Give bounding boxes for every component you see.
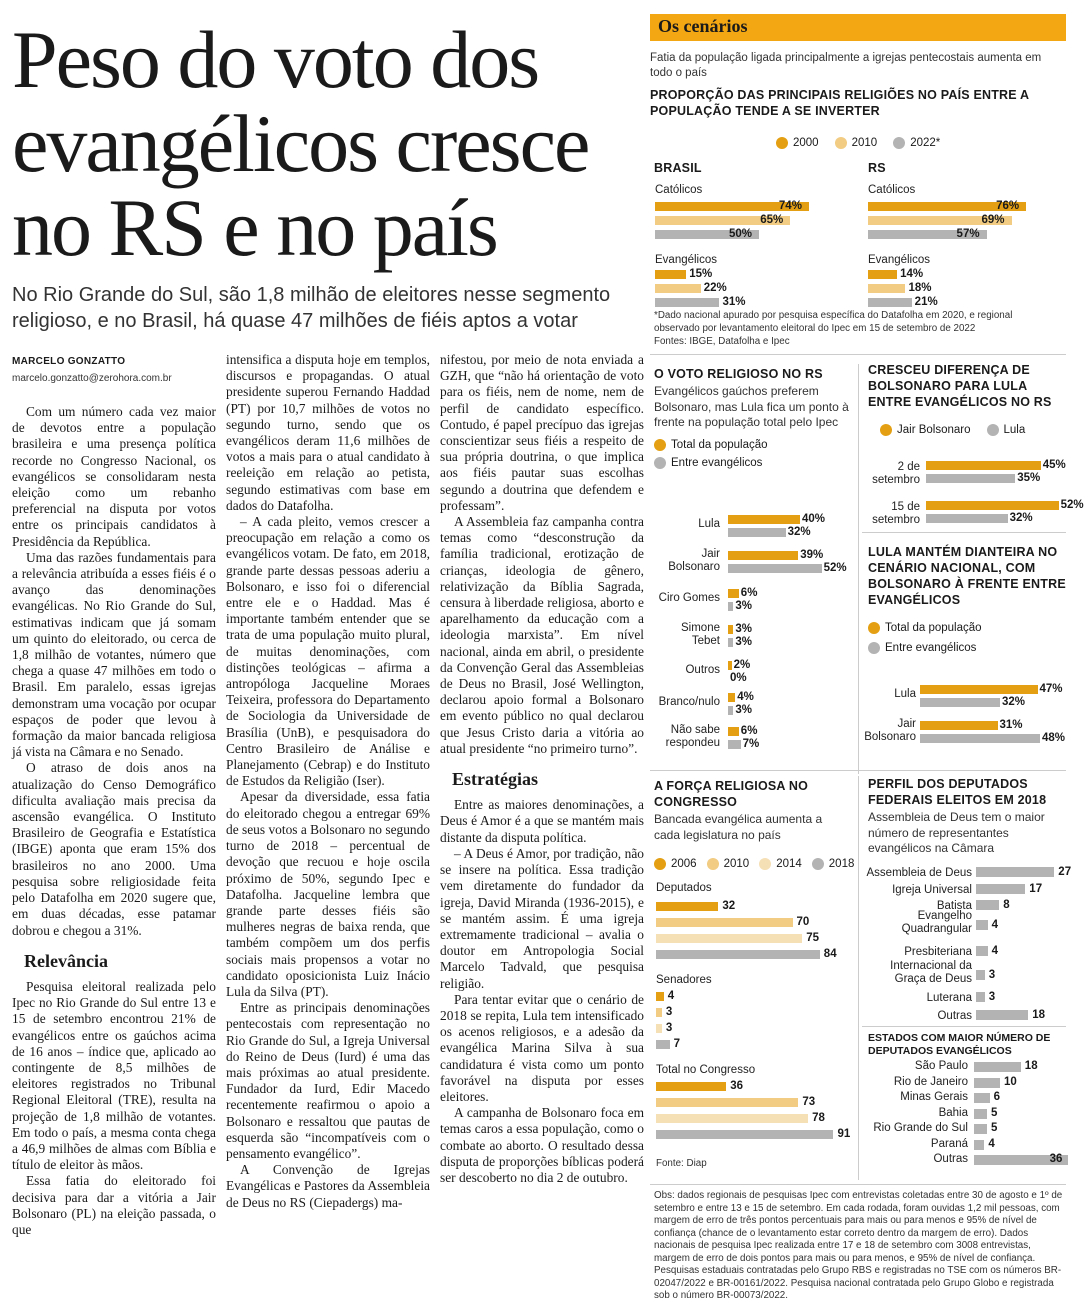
nacional-legend: [868, 622, 1068, 654]
candidate-label: Lula: [894, 688, 916, 700]
infographic-intro: Fatia da população ligada principalmente a igrejas pentecostais aumenta em todo o país: [650, 52, 1042, 79]
bar-total: [920, 685, 1038, 694]
estado-bar: [974, 1109, 987, 1119]
infographic: [650, 14, 1066, 119]
category-label: Evangélicos: [868, 254, 931, 266]
bar-value: 78: [812, 1112, 825, 1124]
paragraph: A campanha de Bolsonaro foca em temas caros a essa população, como o combate ao aborto. O resultado dessa disputa de proporções bíblicas poderá ser descoberto no dia 2 de outubro.: [440, 1105, 644, 1185]
divider: [650, 354, 1066, 355]
subheadline: No Rio Grande do Sul, são 1,8 milhão de eleitores nesse segmento religioso, e no Brasil, há quase 47 milhões de fiéis aptos a votar: [12, 284, 611, 332]
state-label: Bahia: [938, 1106, 968, 1119]
bar-value: 84: [823, 948, 837, 960]
bar-bolsonaro: [926, 461, 1041, 470]
legend-total: [654, 439, 854, 451]
divider: [858, 364, 859, 774]
estado-bar: [974, 1140, 984, 1150]
bar-value: 48%: [1042, 732, 1066, 744]
candidate-label: Simone Tebet: [681, 622, 720, 647]
bar-value: 65%: [760, 214, 784, 226]
voto-title: O VOTO RELIGIOSO NO RS: [654, 367, 823, 381]
bar-value: 4: [667, 990, 675, 1002]
religion-bar: [868, 298, 912, 307]
section-heading: Relevância: [24, 950, 108, 971]
divider: [650, 770, 1066, 771]
date-label: 2 de setembro: [872, 461, 920, 486]
legend-evangelicos: [868, 642, 1068, 654]
forca-chart: [650, 880, 860, 1160]
bar-value: 18: [1024, 1060, 1038, 1072]
congress-bar: [656, 1130, 833, 1139]
bar-value: 47%: [1039, 683, 1063, 695]
nacional-chart: [862, 678, 1070, 758]
candidate-label: Ciro Gomes: [658, 592, 720, 604]
legend-2022: [893, 137, 940, 149]
date-label: 15 de setembro: [872, 501, 920, 526]
category-label: Evangélicos: [655, 254, 718, 266]
paragraph: – A cada pleito, vemos crescer a preocupação em relação a como os evangélicos votam. De fato, em 2018, grande parte dessas pessoas aderiu a Bolsonaro, e isso foi o diferencial entre ele e o Haddad. Mas é importante também entender que se trata de uma população muito plural, de muitas denominações, com distinções teológicas – afirma a antropóloga Jacqueline Moraes Teixeira, professora do Departamento de Sociologia da Universidade de Brasília (UnB), e pesquisadora do Centro Brasileiro de Análise e Planejamento (Cebrap) e do Instituto de Estudos da Religião (Iser).: [226, 514, 430, 789]
bar-value: 5: [991, 1106, 998, 1119]
candidate-label: Outros: [685, 664, 720, 676]
legend-dot-icon: [868, 642, 880, 654]
perfil-chart: [862, 864, 1072, 1028]
bar-value: 4: [988, 1137, 995, 1150]
legend-dot-icon: [759, 858, 771, 870]
legend-total: [868, 622, 1068, 634]
legend-label: 2010: [851, 137, 878, 149]
voto-legend: [654, 439, 854, 469]
bar-value: 6%: [740, 587, 758, 599]
bar-value: 50%: [729, 228, 753, 240]
infographic-banner: [650, 14, 1066, 41]
divider: [858, 776, 859, 1180]
bar-value: 36: [730, 1080, 743, 1092]
religions-source: Fontes: IBGE, Datafolha e Ipec: [654, 336, 790, 347]
paragraph: Para tentar evitar que o cenário de 2018 se repita, Lula tem intensificado os acenos religiosos, e a adesão da evangélica Marina Silva à sua candidatura é vista como um ponto favorável na disputa por esses eleitores.: [440, 991, 644, 1104]
bar-value: 32%: [1002, 696, 1026, 708]
group-label: Deputados: [656, 882, 712, 894]
voto-description: Evangélicos gaúchos preferem Bolsonaro, mas Lula fica um ponto à frente na população total pelo Ipec: [654, 384, 849, 429]
paragraph: Com um número cada vez maior de devotos entre a população brasileira e uma presença política recorde no Congresso Nacional, os evangélicos se consolidaram nesta eleição como um rebanho preferencial na disputa por votos entre os principais candidatos à Presidência da República.: [12, 404, 216, 549]
bar-evangelicos: [920, 698, 1000, 707]
legend-2000: [776, 137, 819, 149]
bar-value: 40%: [802, 513, 826, 525]
religion-bar: [868, 284, 905, 293]
forca-source: Fonte: Diap: [656, 1158, 707, 1169]
author-email[interactable]: marcelo.gonzatto@zerohora.com.br: [12, 373, 172, 384]
paragraph: Entre as principais denominações pentecostais com representação no Rio Grande do Sul, a Igreja Universal do Reino de Deus (Iurd) é uma das mais próximas ao atual presidente. Fundador da Iurd, Edir Macedo recentemente reafirmou o apoio a Bolsonaro e ressaltou que pautas de esquerda são “incompatíveis com o pensamento evangélico”.: [226, 1000, 430, 1161]
legend-label: 2018: [828, 858, 855, 870]
bar-value: 8: [1003, 899, 1010, 911]
bar-value: 36: [1049, 1153, 1063, 1165]
paragraph: A Assembleia faz campanha contra temas como “desconstrução da família tradicional, erotização de crianças, ideologia de gênero, relativização da Bíblia Sagrada, censura à liberdade religiosa, aborto e aparelhamento da educação com a ideologia marxista”. Em nível nacional, ainda em abril, o presidente da Convenção Geral das Assembleias de Deus no Brasil, José Wellington, declarou apoio formal a Bolsonaro em evento público no qual declarou que Jesus Cristo daria a vitória ao atual presidente “no primeiro turno”.: [440, 514, 644, 756]
divider: [862, 1026, 1066, 1027]
bar-value: 69%: [981, 214, 1005, 226]
perfil-bar: [976, 970, 985, 980]
bar-value: 57%: [956, 228, 980, 240]
bar-total: [728, 661, 732, 670]
bar-value: 18%: [908, 282, 932, 294]
forca-title: A FORÇA RELIGIOSA NO CONGRESSO: [654, 779, 808, 809]
paragraph: nifestou, por meio de nota enviada a GZH, que “não há orientação de voto para os fiéis, nem de nome, nem de perfil de candidato específico. Contudo, é papel precípuo das igrejas conscientizar seus fiéis a respeito de sua própria doutrina, o que implica aos fiéis pautar suas escolhas segundo a doutrina que defendem e professam”.: [440, 352, 644, 513]
congress-bar: [656, 1008, 662, 1017]
paragraph: Apesar da diversidade, essa fatia do eleitorado chegou a entregar 69% de seus votos a Bolsonaro no segundo turno de 2018 – percentual de devoção que recuou e hoje oscila próximo de 50%, segundo Ipec e Datafolha. Jacqueline lembra que grande parte desses fiéis são mulheres negras de baixa renda, que também compõem um dos perfis sociais mais propensos a votar no candidato oposicionista Luiz Inácio Lula da Silva (PT).: [226, 789, 430, 999]
diferenca-block: [868, 362, 1068, 410]
denomination-label: Evangelho Quadrangular: [901, 910, 972, 935]
perfil-description: Assembleia de Deus tem o maior número de representantes evangélicos na Câmara: [868, 810, 1045, 855]
divider: [650, 1184, 1066, 1185]
legend-dot-icon: [880, 424, 892, 436]
legend-label: Jair Bolsonaro: [897, 424, 971, 436]
bar-value: 74%: [778, 200, 802, 212]
forca-block: [654, 778, 850, 843]
bar-value: 7: [673, 1038, 681, 1050]
bar-value: 45%: [1042, 459, 1066, 471]
denomination-label: Igreja Universal: [892, 884, 972, 896]
bar-total: [728, 589, 739, 598]
legend-dot-icon: [835, 137, 847, 149]
congress-bar: [656, 1114, 808, 1123]
congress-bar: [656, 1098, 798, 1107]
bar-value: 21%: [914, 296, 938, 308]
bar-value: 4%: [737, 691, 754, 703]
bar-value: 32%: [1009, 512, 1033, 524]
legend-dot-icon: [654, 457, 666, 469]
perfil-bar: [976, 1010, 1028, 1020]
bar-value: 14%: [900, 268, 924, 280]
article-column-2: [226, 352, 430, 1211]
bar-value: 0%: [730, 672, 747, 684]
bar-total: [728, 727, 739, 736]
bar-value: 6%: [740, 725, 758, 737]
congress-bar: [656, 1040, 670, 1049]
category-label: Católicos: [868, 184, 916, 196]
voto-chart: [650, 512, 858, 756]
perfil-title: PERFIL DOS DEPUTADOS FEDERAIS ELEITOS EM 2018: [868, 777, 1047, 807]
paragraph: Essa fatia do eleitorado foi decisiva para dar a vitória a Jair Bolsonaro (PL) na eleição passada, o que: [12, 1173, 216, 1237]
bar-value: 39%: [800, 549, 824, 561]
legend-dot-icon: [654, 439, 666, 451]
group-label: Senadores: [656, 974, 712, 986]
legend-dot-icon: [868, 622, 880, 634]
group-label: Total no Congresso: [656, 1064, 756, 1076]
bar-evangelicos: [728, 564, 822, 573]
bar-value: 2%: [733, 659, 751, 671]
bar-value: 18: [1032, 1009, 1045, 1021]
perfil-block: [868, 776, 1068, 857]
legend-label: 2000: [793, 137, 819, 149]
bar-value: 52%: [823, 562, 847, 574]
legend-dot-icon: [812, 858, 824, 870]
bar-value: 32%: [787, 526, 811, 538]
candidate-label: Jair Bolsonaro: [668, 548, 720, 573]
bar-total: [728, 625, 733, 634]
denomination-label: Batista: [936, 900, 972, 912]
observation-note: Obs: dados regionais de pesquisas Ipec com entrevistas coletadas entre 30 de agosto e 1º de setembro e entre 13 e 15 de setembro. Em cada rodada, foram ouvidas 1,2 mil pessoas, com margem de erro de três pontos percentuais para mais ou para menos e 95% de nível de confiança (chance de o levantamento estar correto dentro da margem de erro). Dados nacionais de pesquisa Ipec realizada entre 17 e 18 de setembro com 3008 entrevistas, margem de erro de dois pontos para mais ou para menos, e 95% de nível de confiança. Pesquisas estaduais contratadas pelo Grupo RBS e registradas no TSE com os números BR-02047/2022 e BR-00161/2022. Pesquisa nacional contratada pelo Grupo Globo e registrada sob o número BR-00073/2022.: [654, 1190, 1063, 1301]
bar-value: 22%: [703, 282, 727, 294]
bar-value: 3: [988, 969, 996, 981]
bar-total: [728, 515, 800, 524]
article-column-3: [440, 352, 644, 1186]
legend-label: Total da população: [671, 438, 768, 451]
state-label: Outras: [933, 1153, 968, 1165]
headline: Peso do voto dos evangélicos cresce no RS e no país: [12, 14, 589, 273]
bar-evangelicos: [728, 740, 741, 749]
perfil-bar: [976, 867, 1054, 877]
bar-value: 4: [991, 919, 998, 931]
legend-dot-icon: [893, 137, 905, 149]
religions-note: *Dado nacional apurado por pesquisa específica do Datafolha em 2020, e regional observado por levantamento eleitoral do Ipec em 15 de setembro de 2022: [654, 310, 1013, 334]
religion-bar: [655, 298, 719, 307]
perfil-bar: [976, 946, 988, 956]
legend-evangelicos: [654, 457, 854, 469]
paragraph: Pesquisa eleitoral realizada pelo Ipec no Rio Grande do Sul entre 13 e 15 de setembro encontrou 21% de evangélicos entre os gaúchos acima de 16 anos – índice que, aplicado ao contingente de 8,5 milhões de eleitores registrados no Tribunal Regional Eleitoral (TRE), resulta na projeção de 1,8 milhão de votantes. Em todo o país, a mesma conta chega a 46,9 milhões de almas com Bíblia e título de eleitor às mãos.: [12, 978, 216, 1173]
bar-value: 10: [1004, 1075, 1017, 1088]
bar-total: [920, 721, 998, 730]
congress-bar: [656, 918, 793, 927]
denomination-label: Presbiteriana: [904, 946, 972, 958]
byline: [12, 356, 222, 384]
paragraph: – A Deus é Amor, por tradição, não se insere na política. Essa tradição vem diretamente do fundador da igreja, David Miranda (1936-2015), e se mantém assim. É uma igreja extremamente tradicional – avalia o doutor em Antropologia Social Marcelo Tadvald, que pesquisa religião.: [440, 845, 644, 991]
bar-value: 91: [837, 1128, 851, 1140]
candidate-label: Lula: [698, 518, 720, 530]
estado-bar: [974, 1093, 990, 1103]
bar-value: 5: [991, 1122, 998, 1134]
legend-label: 2010: [723, 858, 750, 870]
category-label: Católicos: [655, 184, 703, 196]
bar-value: 6: [993, 1091, 1000, 1103]
bar-value: 27: [1058, 866, 1072, 878]
bar-value: 4: [991, 945, 998, 957]
diferenca-legend: [880, 424, 1025, 436]
religion-bar: [868, 270, 897, 279]
bar-total: [728, 551, 798, 560]
estado-bar: [974, 1124, 987, 1134]
divider: [862, 532, 1066, 533]
bar-value: 3: [665, 1006, 673, 1018]
religion-bar: [655, 284, 701, 293]
religions-chart: [650, 178, 1070, 310]
forca-description: Bancada evangélica aumenta a cada legislatura no país: [654, 812, 823, 842]
bar-evangelicos: [728, 706, 733, 715]
bar-evangelicos: [728, 638, 733, 647]
paragraph: O atraso de dois anos na atualização do Censo Demográfico dificulta avaliação mais precisa da ascensão evangélica. O Instituto Brasileiro de Geografia e Estatística (IBGE) aponta que eram 15% dos brasileiros no ano 2000. Uma pesquisa sobre religiosidade feita pelo Datafolha em 2020 sugere que, em duas décadas, esse patamar dobrou e chegou a 31%.: [12, 760, 216, 938]
diferenca-title: CRESCEU DIFERENÇA DE BOLSONARO PARA LULA ENTRE EVANGÉLICOS NO RS: [868, 363, 1052, 409]
perfil-bar: [976, 884, 1025, 894]
state-label: Rio Grande do Sul: [873, 1122, 968, 1134]
bar-value: 3%: [735, 704, 753, 716]
paragraph: intensifica a disputa hoje em templos, discursos e propagandas. O atual presidente superou Fernando Haddad (PT) por 10,7 milhões de votos no segundo turno, sendo que os evangélicos deram 11,6 milhões de votos a mais para o atual candidato à reeleição em relação ao petista, segundo estimativas com base em dados do Datafolha.: [226, 352, 430, 513]
bar-bolsonaro: [926, 501, 1059, 510]
perfil-bar: [976, 920, 988, 930]
religions-title: PROPORÇÃO DAS PRINCIPAIS RELIGIÕES NO PAÍS ENTRE A POPULAÇÃO TENDE A SE INVERTER: [650, 88, 1029, 118]
denomination-label: Luterana: [926, 992, 972, 1004]
state-label: Minas Gerais: [900, 1091, 968, 1103]
bar-value: 15%: [689, 268, 713, 280]
author-name: MARCELO GONZATTO: [12, 356, 126, 367]
estado-bar: [974, 1078, 1000, 1088]
bar-value: 3: [988, 991, 996, 1003]
bar-value: 31%: [722, 296, 746, 308]
perfil-bar: [976, 900, 999, 910]
bar-value: 3%: [735, 623, 753, 635]
perfil-bar: [976, 992, 985, 1002]
forca-legend: [654, 858, 854, 870]
bar-value: 76%: [996, 200, 1020, 212]
bar-value: 3%: [735, 600, 753, 612]
congress-bar: [656, 950, 820, 959]
brasil-label: BRASIL: [654, 161, 702, 175]
legend-label: Total da população: [885, 622, 982, 634]
legend-dot-icon: [707, 858, 719, 870]
congress-bar: [656, 934, 802, 943]
bar-value: 35%: [1017, 472, 1041, 484]
estados-chart: [862, 1060, 1072, 1178]
section-heading: Estratégias: [452, 769, 538, 790]
bar-value: 31%: [999, 719, 1023, 731]
candidate-label: Não sabe respondeu: [665, 724, 720, 749]
bar-lula: [926, 474, 1015, 483]
bar-evangelicos: [728, 528, 786, 537]
paragraph: Uma das razões fundamentais para a relevância atribuída a esses fiéis é o avanço das denominações evangélicas. No Rio Grande do Sul, estimativas indicam que já somam um quinto do eleitorado, ou cerca de 1,8 milhão de votantes, número que chega a quase 47 milhões em todo o Brasil. Em paralelo, essas igrejas demonstram uma vocação por ocupar espaços de poder que levou à formação da maior bancada religiosa já vista na Câmara e no Senado.: [12, 549, 216, 760]
bar-value: 52%: [1060, 499, 1084, 511]
legend-label: Entre evangélicos: [671, 456, 763, 469]
nacional-block: [868, 544, 1068, 654]
legend-label: 2006: [671, 858, 697, 870]
candidate-label: Branco/nulo: [658, 696, 720, 708]
legend-label: Entre evangélicos: [885, 642, 977, 654]
legend-label: 2022*: [910, 137, 941, 149]
legend-dot-icon: [654, 858, 666, 870]
candidate-label: Jair Bolsonaro: [864, 718, 916, 743]
bar-value: 32: [722, 900, 736, 912]
bar-value: 3: [665, 1022, 673, 1034]
denomination-label: Assembleia de Deus: [866, 867, 972, 879]
bar-value: 75: [806, 932, 820, 944]
religion-bar: [655, 270, 686, 279]
congress-bar: [656, 902, 718, 911]
denomination-label: Outras: [937, 1010, 972, 1022]
legend-label: 2014: [776, 858, 802, 870]
bar-value: 70: [796, 916, 810, 928]
bar-lula: [926, 514, 1008, 523]
state-label: Rio de Janeiro: [893, 1075, 968, 1088]
denomination-label: Internacional da Graça de Deus: [890, 960, 972, 985]
bar-evangelicos: [920, 734, 1040, 743]
congress-bar: [656, 992, 664, 1001]
bar-evangelicos: [728, 602, 733, 611]
diferenca-chart: [862, 452, 1084, 532]
state-label: Paraná: [930, 1137, 968, 1150]
legend-dot-icon: [987, 424, 999, 436]
nacional-title: LULA MANTÉM DIANTEIRA NO CENÁRIO NACIONAL, COM BOLSONARO À FRENTE ENTRE EVANGÉLICOS: [868, 545, 1066, 607]
paragraph: A Convenção de Igrejas Evangélicas e Pastores da Assembleia de Deus no RS (Ciepadergs) ma-: [226, 1162, 430, 1210]
legend-dot-icon: [776, 137, 788, 149]
legend-2010: [835, 137, 878, 149]
legend-label: Lula: [1003, 424, 1026, 436]
religions-legend: [776, 137, 940, 149]
voto-block: [654, 366, 854, 469]
estados-title: ESTADOS COM MAIOR NÚMERO DE DEPUTADOS EVANGÉLICOS: [868, 1032, 1051, 1057]
estado-bar: [974, 1062, 1021, 1072]
banner-title: Os cenários: [658, 16, 748, 36]
bar-value: 3%: [735, 636, 753, 648]
rs-label: RS: [868, 161, 886, 175]
article-column-1: [12, 404, 216, 1238]
paragraph: Entre as maiores denominações, a Deus é Amor é a que se mantém mais distante da disputa política.: [440, 797, 644, 845]
state-label: São Paulo: [914, 1060, 968, 1072]
congress-bar: [656, 1024, 662, 1033]
bar-value: 73: [802, 1096, 816, 1108]
bar-value: 7%: [742, 738, 760, 750]
congress-bar: [656, 1082, 726, 1091]
bar-total: [728, 693, 735, 702]
bar-value: 17: [1029, 883, 1043, 895]
